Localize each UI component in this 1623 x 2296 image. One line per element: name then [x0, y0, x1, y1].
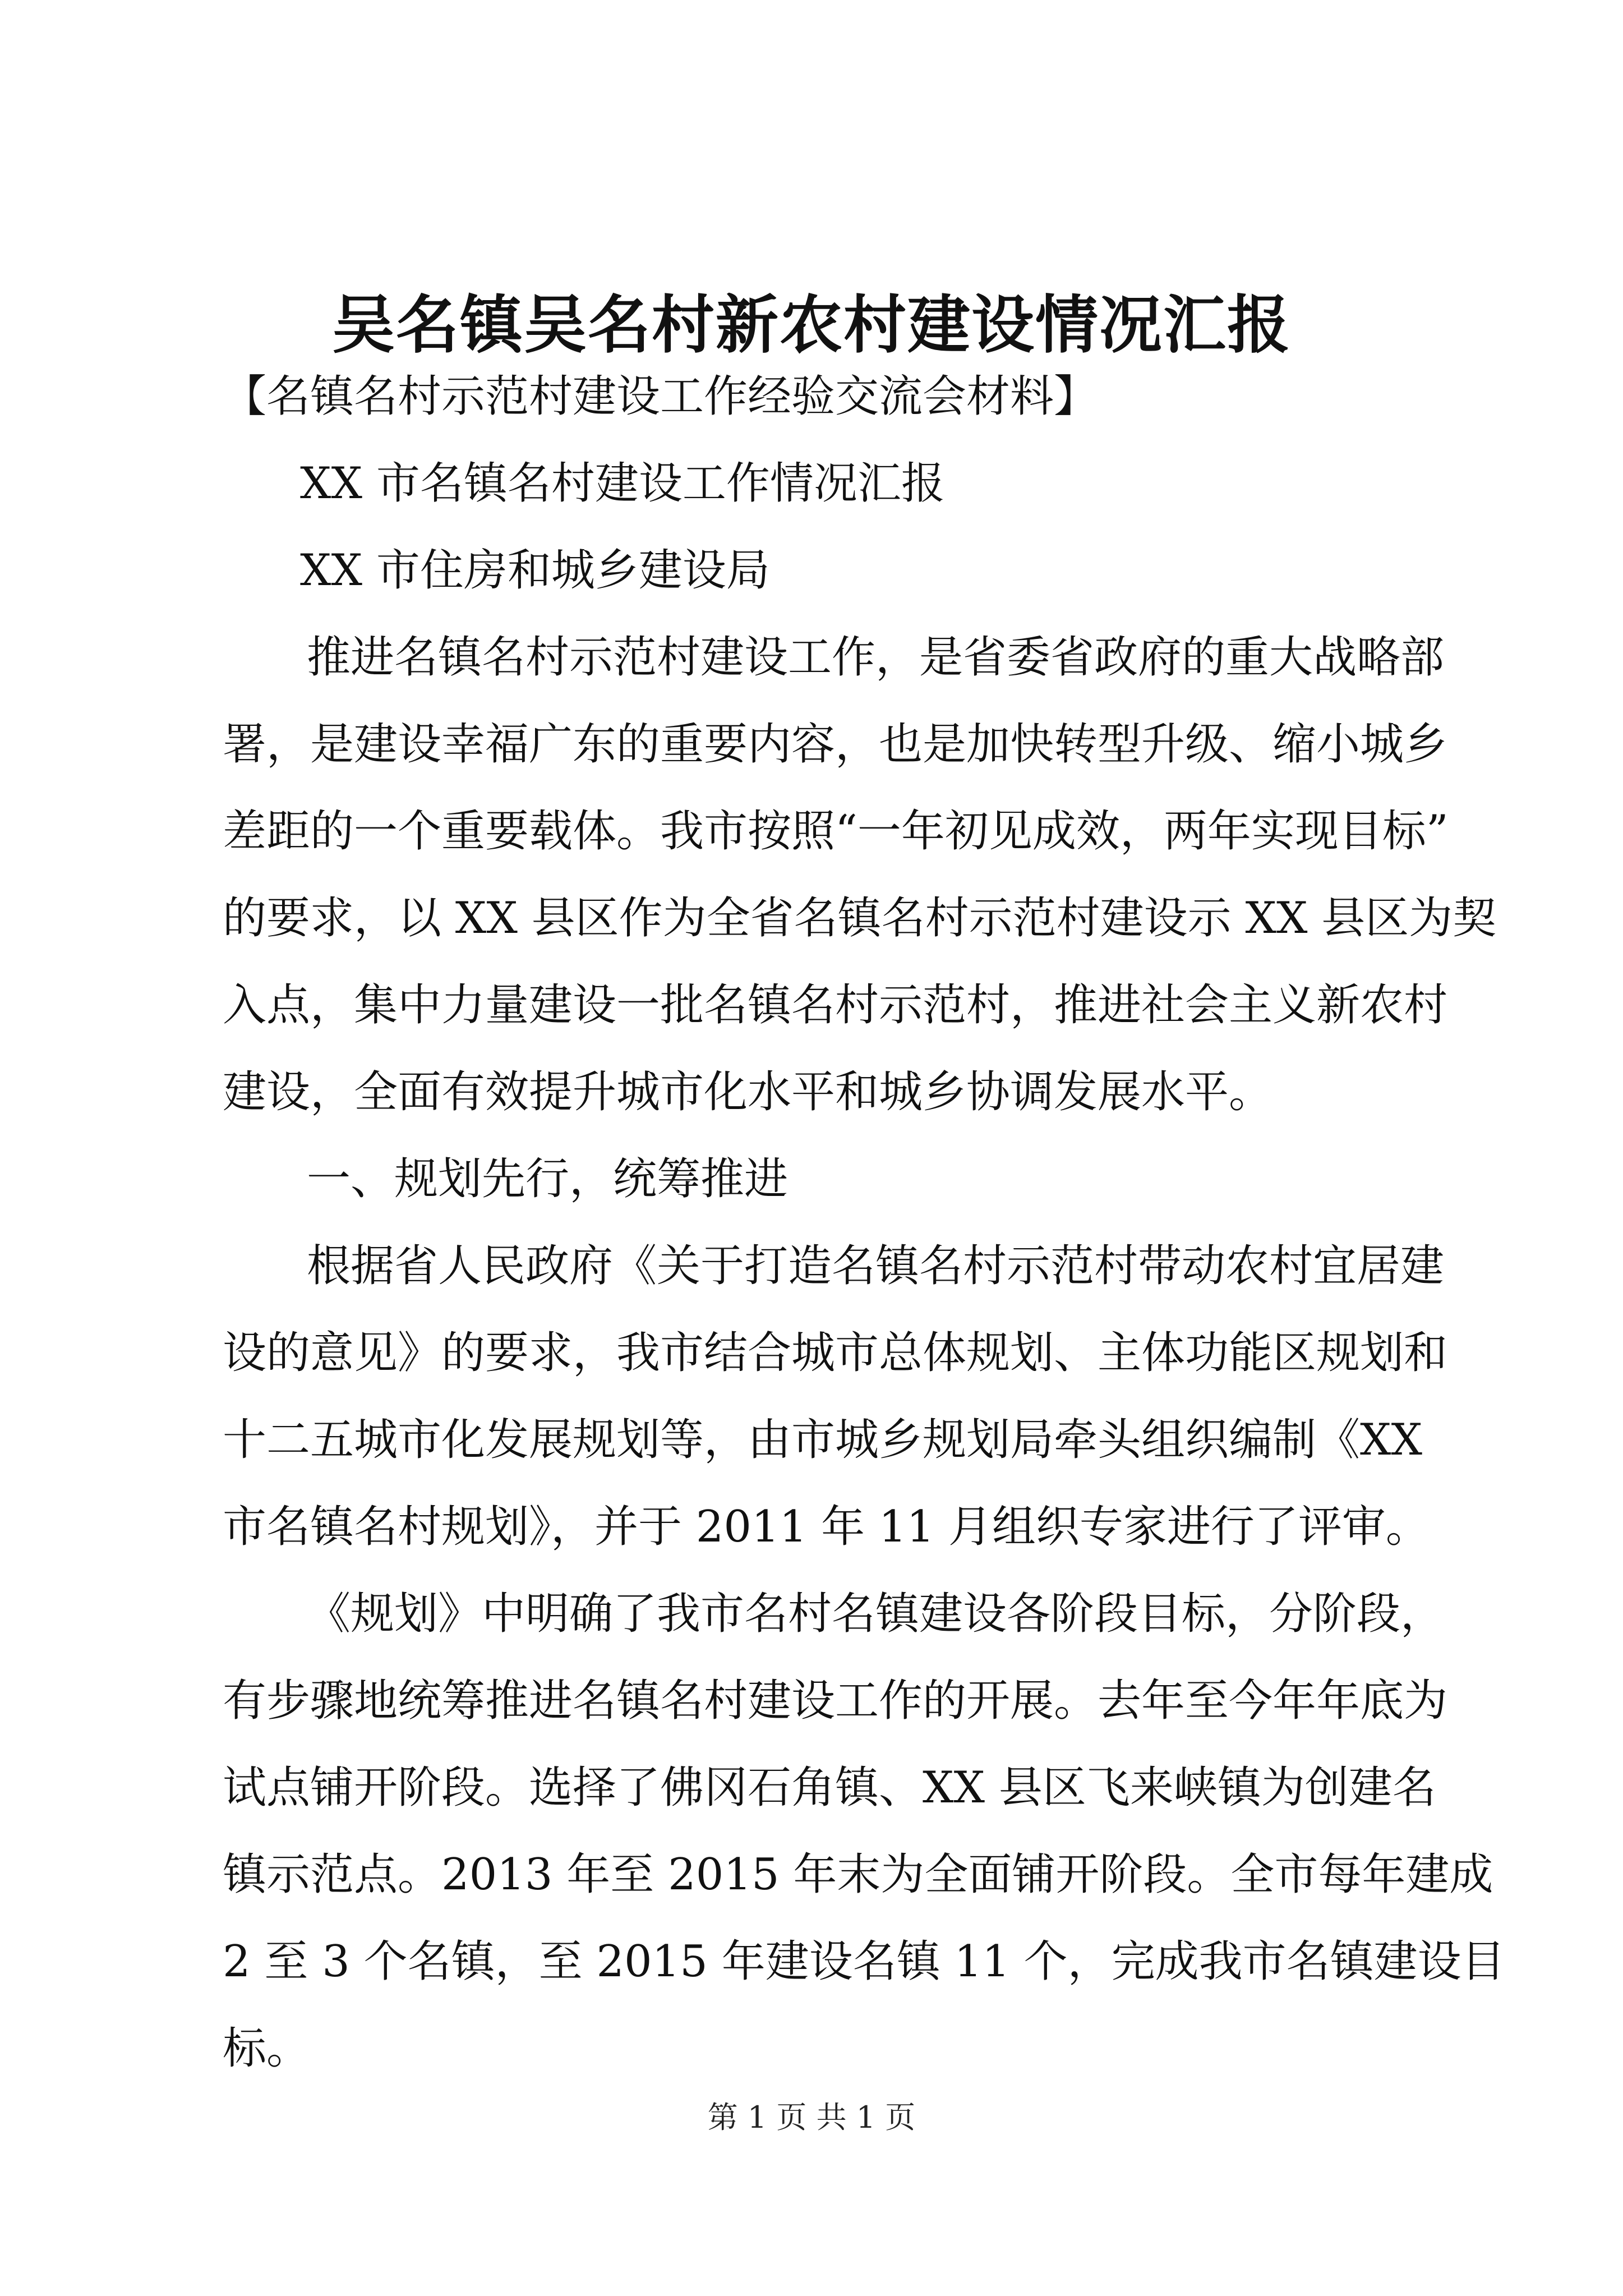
paragraph-1 — [223, 614, 1497, 1136]
paragraph-line: 署，是建设幸福广东的重要内容，也是加快转型升级、缩小城乡 — [223, 719, 1448, 770]
paragraph-line: 根据省人民政府《关于打造名镇名村示范村带动农村宜居建 — [307, 1241, 1445, 1291]
paragraph-3 — [223, 1571, 1505, 2092]
paragraph-line: 镇示范点。2013 年至 2015 年末为全面铺开阶段。全市每年建成 — [223, 1849, 1493, 1900]
heading-line: XX 市名镇名村建设工作情况汇报 — [300, 458, 945, 509]
paragraph-line: 推进名镇名村示范村建设工作，是省委省政府的重大战略部 — [307, 632, 1445, 683]
paragraph-line: 设的意见》的要求，我市结合城市总体规划、主体功能区规划和 — [223, 1328, 1448, 1378]
paragraph-line: 十二五城市化发展规划等，由市城乡规划局牵头组织编制《XX — [223, 1415, 1423, 1465]
page-number: 第 1 页 共 1 页 — [707, 2100, 916, 2135]
paragraph-line: 的要求，以 XX 县区作为全省名镇名村示范村建设示 XX 县区为契 — [223, 893, 1497, 944]
paragraph-line: 试点铺开阶段。选择了佛冈石角镇、XX 县区飞来峡镇为创建名 — [223, 1763, 1436, 1813]
paragraph-line: 市名镇名村规划》，并于 2011 年 11 月组织专家进行了评审。 — [223, 1502, 1430, 1552]
section-1-title: 一、规划先行，统筹推进 — [307, 1154, 789, 1204]
paragraph-line: 标。 — [223, 2023, 311, 2074]
paragraph-line: 入点，集中力量建设一批名镇名村示范村，推进社会主义新农村 — [223, 980, 1448, 1030]
paragraph-line: 差距的一个重要载体。我市按照“一年初见成效，两年实现目标” — [223, 806, 1449, 857]
paragraph-line: 建设，全面有效提升城市化水平和城乡协调发展水平。 — [223, 1067, 1273, 1117]
paragraph-line: 2 至 3 个名镇，至 2015 年建设名镇 11 个，完成我市名镇建设目 — [223, 1936, 1505, 1987]
document-title: 吴名镇吴名村新农村建设情况汇报 — [332, 288, 1291, 362]
paragraph-line: 有步骤地统筹推进名镇名村建设工作的开展。去年至今年年底为 — [223, 1676, 1448, 1726]
document-body — [223, 353, 1505, 2092]
paragraph-2 — [223, 1223, 1448, 1571]
paragraph-line: 《规划》中明确了我市名村名镇建设各阶段目标，分阶段， — [307, 1589, 1445, 1639]
subtitle: 【名镇名村示范村建设工作经验交流会材料】 — [223, 371, 1098, 422]
author-line: XX 市住房和城乡建设局 — [300, 545, 770, 596]
